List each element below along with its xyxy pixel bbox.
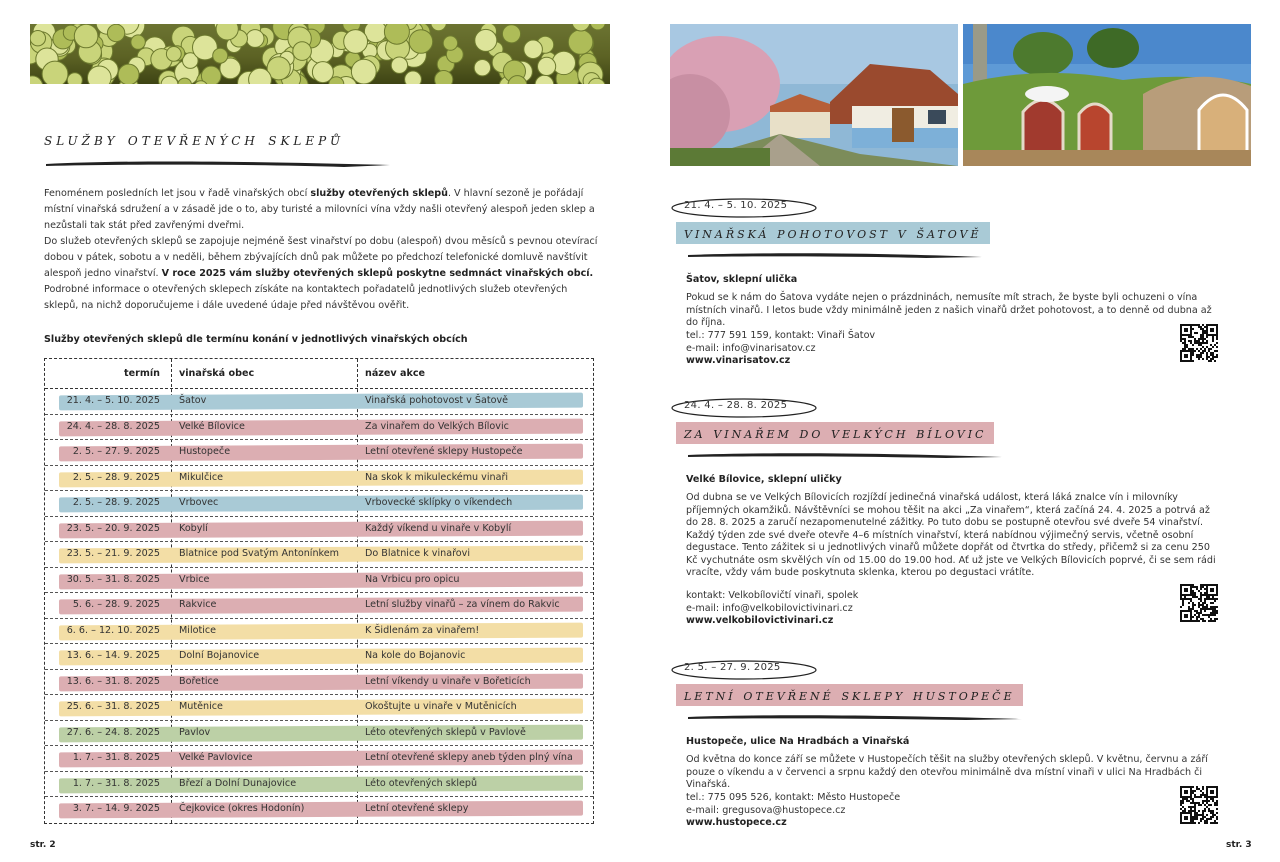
cell-akce: Léto otevřených sklepů — [365, 777, 478, 789]
cell-date: 2. 5. – 28. 9. 2025 — [72, 497, 160, 508]
event-contact — [686, 792, 900, 830]
cell-akce: Letní víkendy u vinaře v Bořeticích — [365, 675, 531, 687]
cell-date: 2. 5. – 28. 9. 2025 — [72, 471, 160, 483]
grapes-photo — [30, 24, 610, 84]
cell-obec: Vrbovec — [179, 497, 219, 508]
cell-date: 23. 5. – 20. 9. 2025 — [66, 522, 160, 534]
cell-obec: Pavlov — [179, 726, 211, 738]
cell-akce: Letní otevřené sklepy — [365, 803, 469, 814]
village-street-photo — [670, 24, 958, 166]
table-row — [45, 797, 593, 823]
qr-code — [1180, 324, 1218, 362]
cell-akce: Každý víkend u vinaře v Kobylí — [365, 522, 512, 534]
cell-akce: Letní otevřené sklepy Hustopeče — [365, 446, 523, 457]
right-page — [640, 0, 1280, 862]
contact-email[interactable]: e-mail: info@vinarisatov.cz — [686, 342, 816, 354]
website-link[interactable]: www.hustopece.cz — [686, 817, 787, 828]
title-underline — [686, 248, 986, 262]
cell-date: 2. 5. – 27. 9. 2025 — [72, 446, 160, 457]
cell-date: 24. 4. – 28. 8. 2025 — [66, 420, 160, 432]
cell-obec: Velké Pavlovice — [179, 752, 253, 763]
table-row — [45, 517, 593, 543]
cell-obec: Bořetice — [179, 675, 219, 687]
cell-obec: Vrbice — [179, 573, 210, 585]
cell-date: 1. 7. – 31. 8. 2025 — [72, 777, 160, 789]
cell-obec: Mutěnice — [179, 701, 223, 712]
cell-akce: Letní služby vinařů – za vínem do Rakvic — [365, 599, 560, 610]
table-row — [45, 415, 593, 441]
cell-obec: Šatov — [179, 395, 207, 406]
website-link[interactable]: www.velkobilovictivinari.cz — [686, 615, 834, 626]
cell-date: 23. 5. – 21. 9. 2025 — [66, 548, 160, 559]
event-description: Od dubna se ve Velkých Bílovicích rozjíždí jedinečná vinařská událost, která láká znalce vín i milovníky příjemných okamžiků. Návštěvníci se mohou těšit na akci „Za vinařem“, která začíná 24. 4. 2025 a potrvá až do 28. 8. 2025 a zaručí nezapomenutelné zážitky. Po tuto dobu se postupně otevřou své dveře 54 vinařství. Každý týden zde své dveře otevře 4–6 místních vinařství, která nabídnou výjimečný servis, včetně osobní degustace. Tento zážitek si u jednotlivých vinařů můžete dopřát od čtvrtka do středy, přičemž si za cenu 250 Kč vychutnáte osm skvělých vín od 15.00 do 19.00 hod. Ať už jste ve Velkých Bílovicích poprvé, či se sem rádi vracíte, vždy vám bude poskytnuta sklenka, kterou po degustaci vrátíte. — [686, 492, 1216, 578]
table-row — [45, 568, 593, 594]
table-row — [45, 491, 593, 517]
event-block — [670, 196, 1250, 366]
table-row — [45, 695, 593, 721]
header-obec: vinařská obec — [179, 368, 255, 379]
event-title: letní otevřené sklepy hustopeče — [676, 684, 1023, 706]
cell-akce: Léto otevřených sklepů v Pavlově — [365, 726, 526, 738]
cell-date: 21. 4. – 5. 10. 2025 — [66, 395, 160, 406]
date-badge — [670, 658, 820, 680]
table-header — [45, 359, 593, 389]
cell-akce: Okoštujte u vinaře v Mutěnicích — [365, 701, 517, 712]
cell-akce: Za vinařem do Velkých Bílovic — [365, 420, 509, 432]
cell-akce: Vrbovecké sklípky o víkendech — [365, 497, 513, 508]
intro-paragraph-3: Podrobné informace o otevřených sklepech získáte na kontaktech pořadatelů jednotlivých služeb otevřených sklepů, na nichž doporučujeme i dále uvedené údaje před návštěvou ověřit. — [44, 284, 568, 311]
qr-code — [1180, 584, 1218, 622]
event-block — [670, 658, 1250, 828]
event-location: Velké Bílovice, sklepní uličky — [686, 474, 842, 485]
header-date: termín — [124, 368, 160, 379]
title-underline — [44, 156, 394, 170]
event-date: 2. 5. – 27. 9. 2025 — [684, 662, 781, 673]
page-number: str. 2 — [30, 840, 56, 850]
intro-paragraph-2: Do služeb otevřených sklepů se zapojuje nejméně šest vinařství po dobu (alespoň) dvou měsíců s pevnou otevírací dobou v pátek, sobotu a v neděli, během zbývajících dnů pak můžete po předchozí telefonické domluvě navštívit alespoň jedno vinařství. V roce 2025 vám služby otevřených sklepů poskytne sedmnáct vinařských obcí. — [44, 236, 598, 279]
cell-obec: Čejkovice (okres Hodonín) — [179, 803, 305, 814]
header-akce: název akce — [365, 368, 426, 379]
table-title: Služby otevřených sklepů dle termínu konání v jednotlivých vinařských obcích — [44, 334, 468, 345]
cell-date: 13. 6. – 14. 9. 2025 — [66, 650, 160, 661]
table-row — [45, 619, 593, 645]
intro-paragraph-1: Fenoménem posledních let jsou v řadě vinařských obcí služby otevřených sklepů. V hlavní sezoně je pořádají místní vinařská sdružení a v zásadě jde o to, aby turisté a milovníci vína vždy našli otevřený alespoň jeden sklep a nezůstali tak stát před zavřenými dveřmi. — [44, 188, 595, 231]
cell-akce: Na kole do Bojanovic — [365, 650, 466, 661]
cell-obec: Velké Bílovice — [179, 420, 245, 432]
table-row — [45, 746, 593, 772]
website-link[interactable]: www.vinarisatov.cz — [686, 355, 791, 366]
cell-akce: Vinařská pohotovost v Šatově — [365, 395, 509, 406]
title-underline — [686, 710, 1026, 724]
contact-email[interactable]: e-mail: gregusova@hustopece.cz — [686, 804, 846, 816]
contact-phone: tel.: 777 591 159, kontakt: Vinaři Šatov — [686, 330, 876, 341]
wine-cellars-photo — [963, 24, 1251, 166]
cell-obec: Březí a Dolní Dunajovice — [179, 777, 297, 789]
table-row — [45, 389, 593, 415]
event-date: 21. 4. – 5. 10. 2025 — [684, 200, 788, 211]
cell-obec: Rakvice — [179, 599, 217, 610]
event-contact — [686, 330, 875, 368]
table-row — [45, 542, 593, 568]
cell-date: 1. 7. – 31. 8. 2025 — [72, 752, 160, 763]
cell-date: 13. 6. – 31. 8. 2025 — [66, 675, 160, 687]
event-description: Od května do konce září se můžete v Hustopečích těšit na služby otevřených sklepů. V květnu, červnu a září pouze o víkendu a v červenci a srpnu každý den otevřou minimálně dva místní vinaři v ulici Na Hradbách či Vinařská. — [686, 754, 1208, 790]
page-title: služby otevřených sklepů — [44, 130, 345, 150]
table-row — [45, 593, 593, 619]
cell-date: 27. 6. – 24. 8. 2025 — [66, 726, 160, 738]
contact-email[interactable]: e-mail: info@velkobilovictivinari.cz — [686, 602, 853, 614]
event-description: Pokud se k nám do Šatova vydáte nejen o prázdninách, nemusíte mít strach, že byste byli ochuzeni o vína místních vinařů. I letos bude vždy minimálně jeden z našich vinařů držet pohotovost, a to denně od dubna až do října. — [686, 292, 1212, 328]
cell-obec: Milotice — [179, 624, 217, 636]
cell-date: 25. 6. – 31. 8. 2025 — [66, 701, 160, 712]
event-title: vinařská pohotovost v šatově — [676, 222, 990, 244]
cell-obec: Mikulčice — [179, 471, 224, 483]
cell-obec: Kobylí — [179, 522, 208, 534]
event-date: 24. 4. – 28. 8. 2025 — [684, 400, 788, 411]
table-row — [45, 466, 593, 492]
event-location: Šatov, sklepní ulička — [686, 274, 798, 285]
table-row — [45, 440, 593, 466]
cell-akce: Letní otevřené sklepy aneb týden plný vína — [365, 752, 573, 763]
event-title: za vinařem do velkých bílovic — [676, 422, 994, 444]
cell-obec: Blatnice pod Svatým Antonínkem — [179, 548, 340, 559]
cell-akce: Na Vrbicu pro opicu — [365, 573, 460, 585]
cell-akce: Do Blatnice k vinařovi — [365, 548, 471, 559]
table-row — [45, 670, 593, 696]
cell-obec: Hustopeče — [179, 446, 231, 457]
cell-date: 30. 5. – 31. 8. 2025 — [66, 573, 160, 585]
date-badge — [670, 196, 820, 218]
date-badge — [670, 396, 820, 418]
cell-akce: Na skok k mikuleckému vinaři — [365, 471, 509, 483]
event-contact — [686, 590, 858, 628]
table-row — [45, 772, 593, 798]
event-location: Hustopeče, ulice Na Hradbách a Vinařská — [686, 736, 910, 747]
table-row — [45, 721, 593, 747]
cell-obec: Dolní Bojanovice — [179, 650, 260, 661]
intro-text — [44, 186, 600, 314]
cell-date: 3. 7. – 14. 9. 2025 — [72, 803, 160, 814]
contact-phone: tel.: 775 095 526, kontakt: Město Hustopeče — [686, 792, 901, 803]
table-row — [45, 644, 593, 670]
cell-date: 5. 6. – 28. 9. 2025 — [72, 599, 160, 610]
title-underline — [686, 448, 1006, 462]
event-block — [670, 396, 1250, 626]
events-table — [44, 358, 594, 824]
page-number: str. 3 — [1226, 840, 1252, 850]
qr-code — [1180, 786, 1218, 824]
cell-date: 6. 6. – 12. 10. 2025 — [66, 624, 160, 636]
cell-akce: K Šidlenám za vinařem! — [365, 624, 480, 636]
contact-phone: kontakt: Velkobílovičtí vinaři, spolek — [686, 590, 859, 601]
